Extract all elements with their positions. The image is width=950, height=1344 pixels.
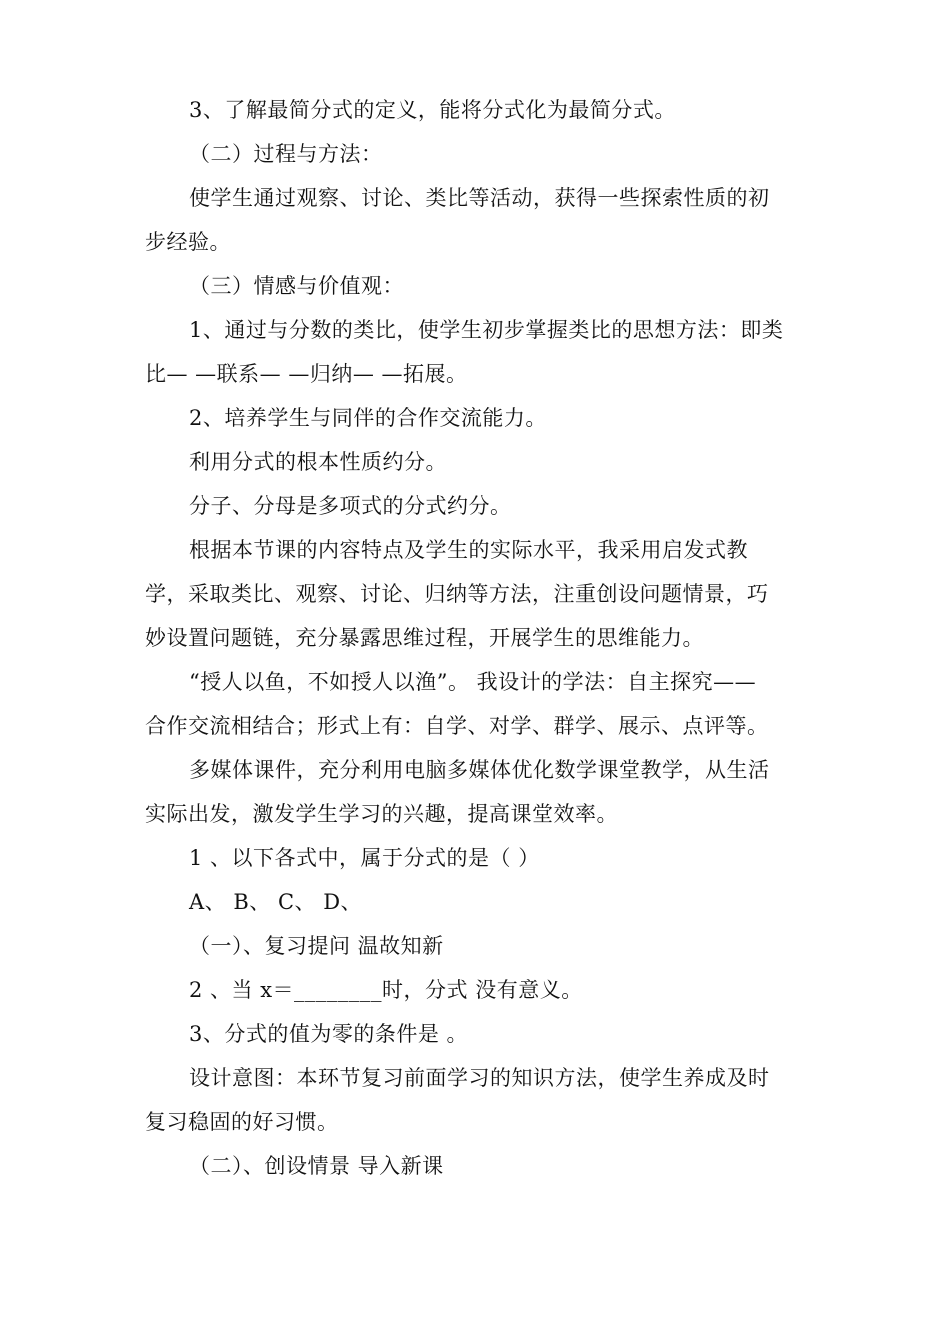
text-line: “授人以鱼，不如授人以渔”。 我设计的学法：自主探究—— xyxy=(189,670,757,694)
text-line: 步经验。 xyxy=(145,230,231,254)
text-line: 妙设置问题链，充分暴露思维过程，开展学生的思维能力。 xyxy=(145,626,704,650)
text-line: 复习稳固的好习惯。 xyxy=(145,1110,339,1134)
text-line: 根据本节课的内容特点及学生的实际水平，我采用启发式教 xyxy=(189,538,748,562)
text-line: 1、通过与分数的类比，使学生初步掌握类比的思想方法：即类 xyxy=(189,318,784,342)
section-heading: （一）、复习提问 温故知新 xyxy=(189,934,444,958)
text-line: 2、培养学生与同伴的合作交流能力。 xyxy=(189,406,547,430)
text-line: 使学生通过观察、讨论、类比等活动，获得一些探索性质的初 xyxy=(189,186,770,210)
section-heading: （二）过程与方法： xyxy=(189,142,383,166)
answer-options: A、 B、 C、 D、 xyxy=(189,890,363,914)
text-line: 分子、分母是多项式的分式约分。 xyxy=(189,494,512,518)
question-line: 2 、当 x＝________时，分式 没有意义。 xyxy=(189,978,583,1002)
question-line: 1 、以下各式中，属于分式的是（ ） xyxy=(189,846,540,870)
text-line: 设计意图：本环节复习前面学习的知识方法，使学生养成及时 xyxy=(189,1066,770,1090)
question-line: 3、分式的值为零的条件是 。 xyxy=(189,1022,469,1046)
text-line: 比— —联系— —归纳— —拓展。 xyxy=(145,362,468,386)
text-line: 合作交流相结合；形式上有：自学、对学、群学、展示、点评等。 xyxy=(145,714,769,738)
text-line: 3、了解最简分式的定义，能将分式化为最简分式。 xyxy=(189,98,676,122)
text-line: 实际出发，激发学生学习的兴趣，提高课堂效率。 xyxy=(145,802,618,826)
section-heading: （二）、创设情景 导入新课 xyxy=(189,1154,444,1178)
text-line: 学，采取类比、观察、讨论、归纳等方法，注重创设问题情景，巧 xyxy=(145,582,769,606)
text-line: 利用分式的根本性质约分。 xyxy=(189,450,447,474)
text-line: 多媒体课件，充分利用电脑多媒体优化数学课堂教学，从生活 xyxy=(189,758,770,782)
section-heading: （三）情感与价值观： xyxy=(189,274,404,298)
